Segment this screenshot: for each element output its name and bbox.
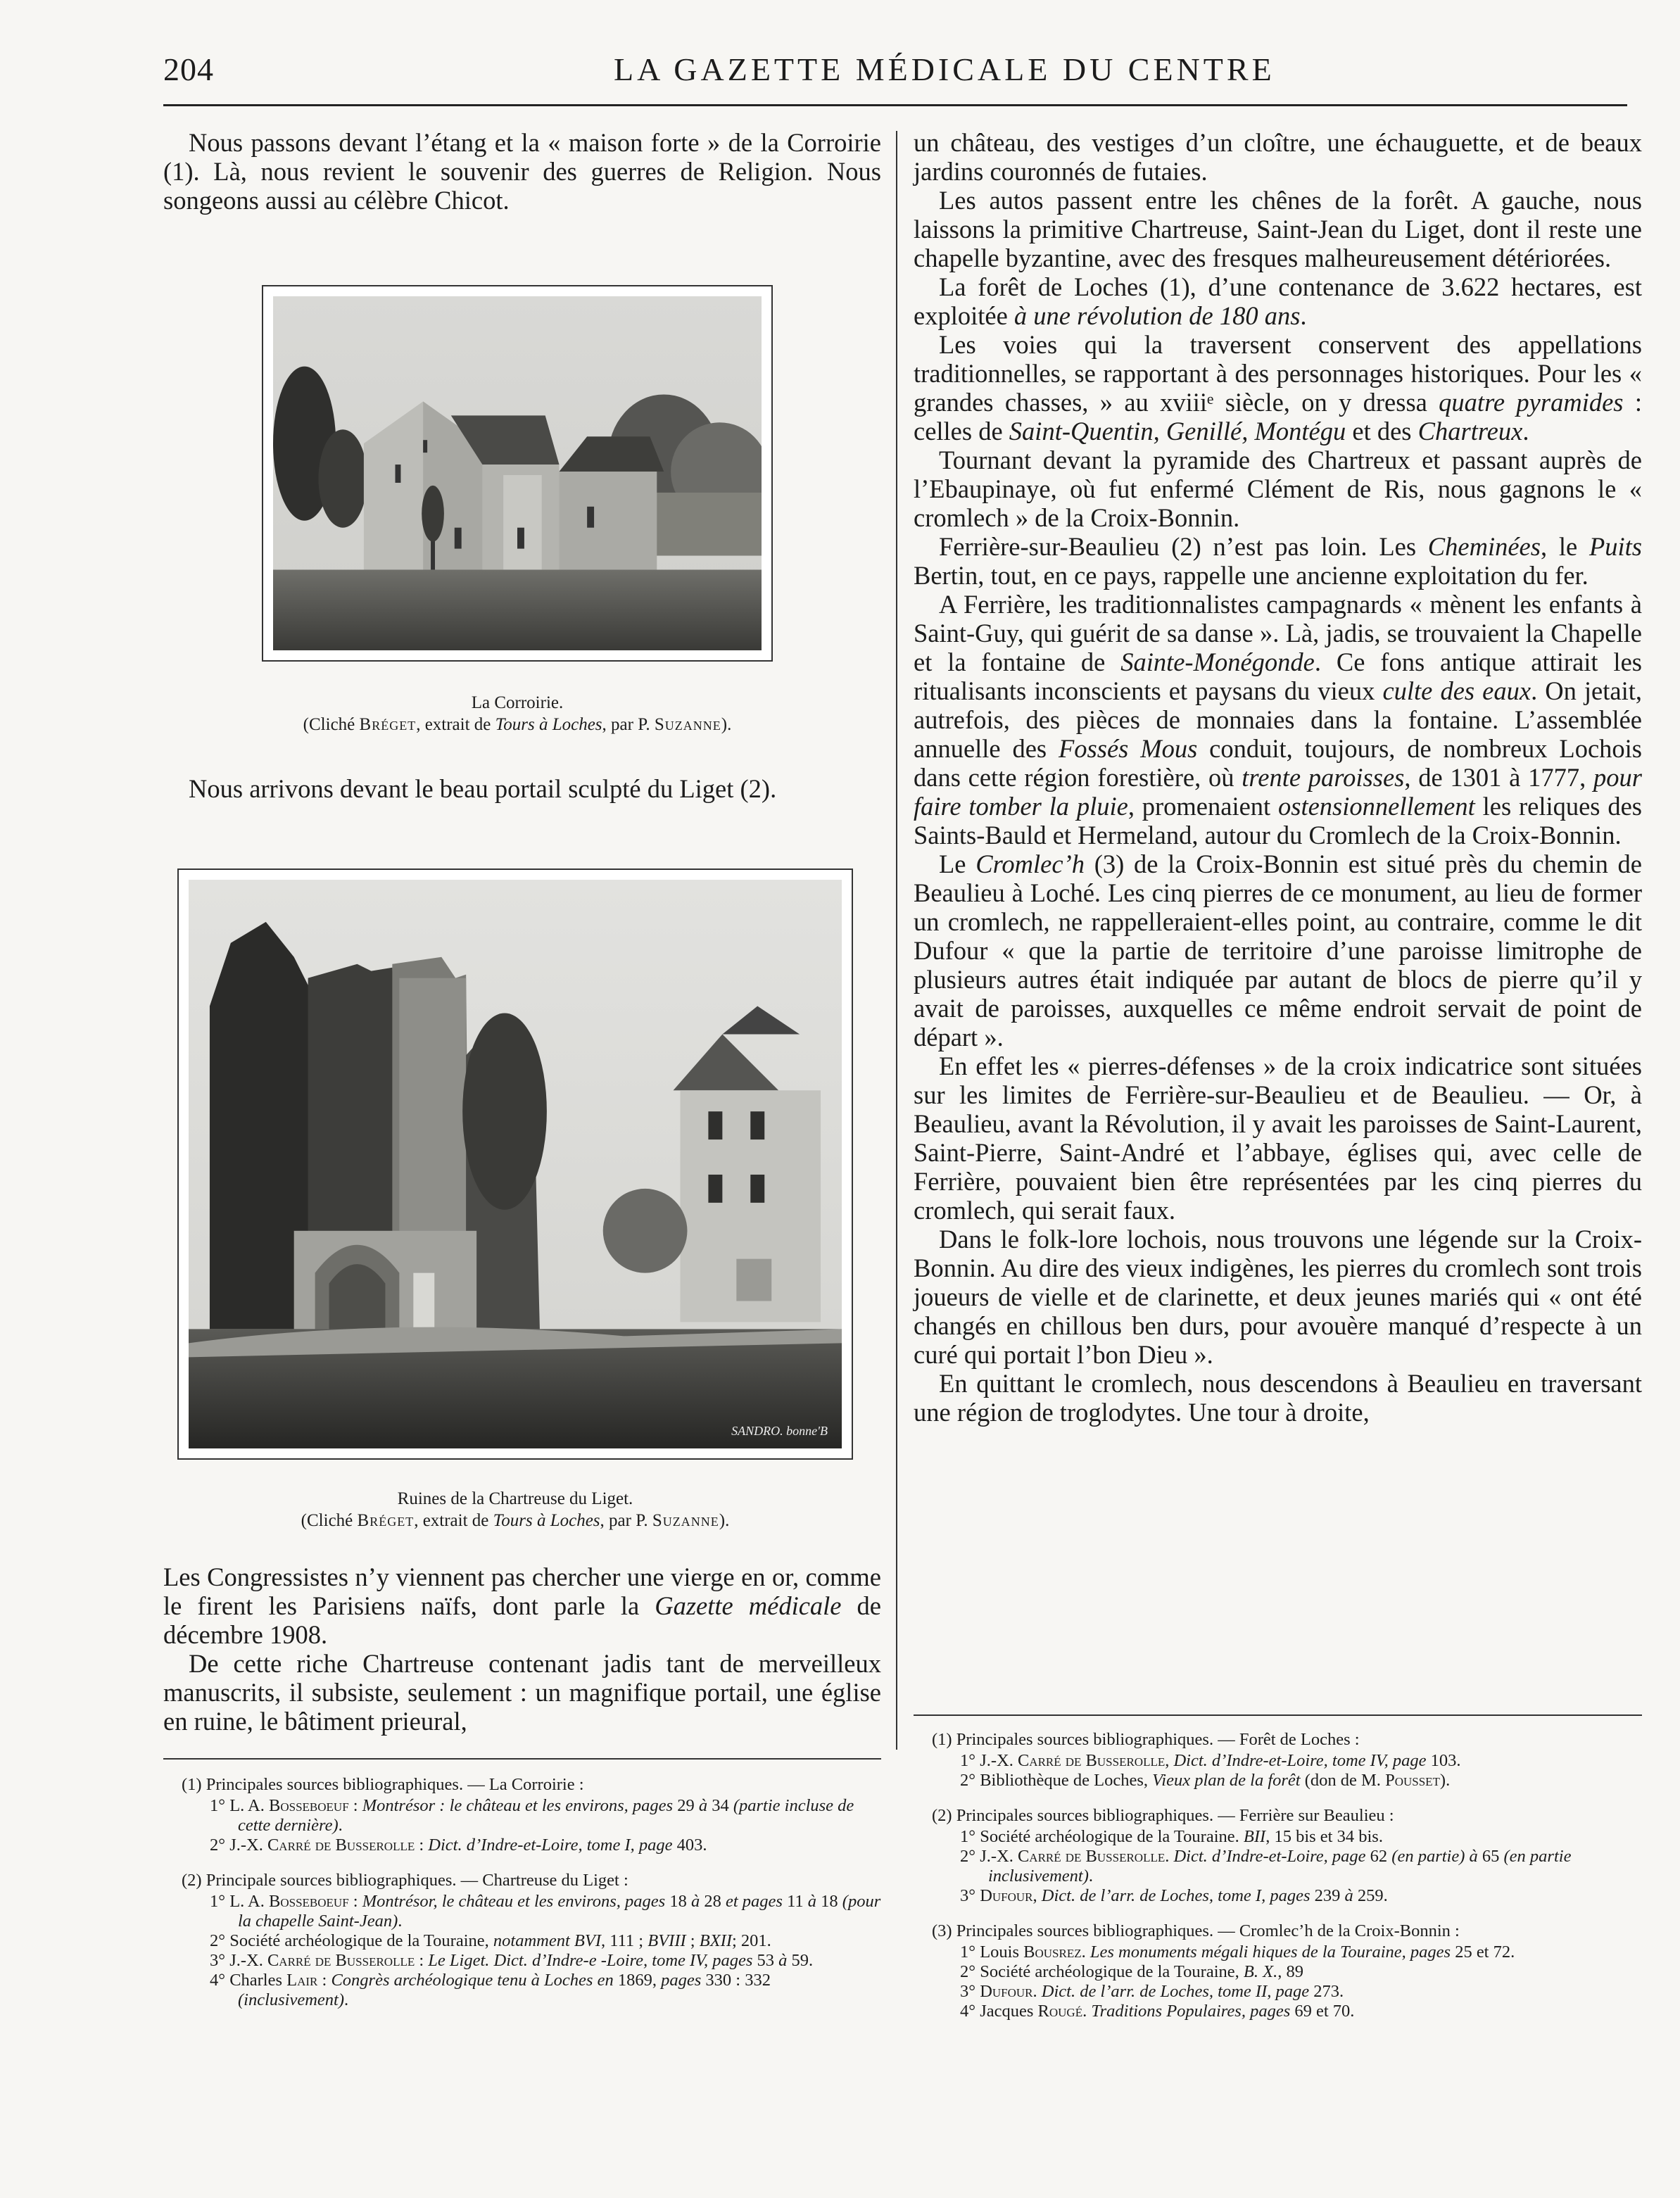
right-column (914, 128, 1642, 1427)
caption-text: ). (721, 715, 732, 734)
right-paragraph-8 (914, 849, 1642, 1051)
body-italic: Fossés Mous (1059, 734, 1198, 763)
footnote-text: 65 (1477, 1847, 1504, 1866)
footnote-heading: (2) Principales sources bibliographiques. — Ferrière sur Beaulieu : (932, 1806, 1394, 1825)
body-text: Ferrière-sur-Beaulieu (2) n’est pas loin. Les (939, 532, 1428, 561)
footnote-text: , 15 bis et 34 bis. (1265, 1827, 1383, 1846)
footnote-number: 3° (210, 1951, 226, 1970)
footnote-text: 403. (672, 1836, 707, 1855)
caption-text: ). (719, 1511, 730, 1530)
footnote-text: . (1081, 1943, 1090, 1962)
footnote-italic: Traditions Populaires, pages (1091, 2002, 1291, 2021)
photo-signature: SANDRO. bonne'B (731, 1424, 828, 1438)
footnote-italic: pages (661, 1971, 702, 1990)
footnote-text: J.-X. (225, 1951, 267, 1970)
figure-liget-caption (177, 1488, 853, 1531)
footnote-item (210, 1971, 881, 2010)
footnote-gap (163, 1855, 881, 1871)
footnote-text: : (415, 1836, 429, 1855)
caption-title: Ruines de la Chartreuse du Liget. (397, 1489, 633, 1508)
footnote-number: 2° (960, 1847, 976, 1866)
footnote-item (960, 1751, 1642, 1771)
right-paragraph-2: Les autos passent entre les chênes de la forêt. A gauche, nous laissons la primitive Chartreuse, Saint-Jean du Liget, dont il reste une chapelle byzantine, avec des fresques malheureusement détériorées. (914, 186, 1642, 272)
caption-text: , extrait de (416, 715, 495, 734)
body-italic: Cheminées (1427, 532, 1541, 561)
figure-corroirie-caption (262, 692, 773, 735)
photo-liget-ruins (189, 880, 842, 1448)
footnote-text: , 89 (1277, 1962, 1303, 1981)
caption-photographer: Bréget (359, 715, 417, 734)
footnote-text: 18 (816, 1892, 842, 1911)
body-text: Les voies qui la traversent conservent des appellations traditionnelles, se rapportant à des personnages historiques. Pour les « grandes chasses, » au xviiiᵉ siècle, on y dressa (914, 330, 1642, 417)
footnote-author: Bousrez (1023, 1943, 1082, 1962)
footnote-number: 1° (210, 1892, 226, 1911)
footnote-italic: (en partie) (1391, 1847, 1465, 1866)
body-text: , promenaient (1128, 792, 1278, 821)
body-italic: pour faire tomber la pluie (914, 763, 1642, 821)
footnote-italic: Le Liget. Dict. d’Indre-e -Loire, tome IV, pages (428, 1951, 753, 1970)
body-text: Le (939, 849, 976, 878)
footnote-text: J.-X. (225, 1836, 267, 1855)
footnote-author: Carré de Busserolle (1017, 1751, 1166, 1770)
footnote-gap (914, 1906, 1642, 1921)
body-text: . Ce fons antique attirait les ritualisants inconscients et paysans du vieux (914, 648, 1642, 705)
footnote-text: . (1088, 1867, 1093, 1886)
footnote-text: 1869, (613, 1971, 662, 1990)
left-column-continued (163, 1562, 881, 1736)
footnote-text: 59. (787, 1951, 814, 1970)
footnote-item (960, 1847, 1642, 1886)
body-italic: Saint-Quentin, Genillé, Montégu (1009, 417, 1346, 446)
body-text: et des (1346, 417, 1418, 446)
footnote-text: . (338, 1816, 343, 1835)
body-text: . (1300, 301, 1307, 330)
footnote-italic: à (778, 1951, 788, 1970)
footnote-number: 2° (210, 1931, 226, 1950)
footnote-item (960, 1827, 1642, 1847)
footnote-item (210, 1836, 881, 1855)
footnote-text: : (415, 1951, 429, 1970)
footnote-number: 3° (960, 1982, 976, 2001)
right-paragraph-3 (914, 272, 1642, 330)
footnote-item (960, 1962, 1642, 1982)
footnote-text: 29 (673, 1796, 699, 1815)
body-italic: Gazette médicale (655, 1591, 842, 1620)
footnote-italic: Dict. de l’arr. de Loches, tome II, page (1041, 1982, 1310, 2001)
footnote-number: 3° (960, 1886, 976, 1905)
footnote-gap (914, 1790, 1642, 1806)
footnote-text: 28 (700, 1892, 726, 1911)
footnote-text: , (1165, 1751, 1174, 1770)
footnote-rule-left (163, 1758, 881, 1760)
chartreuse-paragraph: De cette riche Chartreuse contenant jadis tant de merveilleux manuscrits, il subsiste, seulement : un magnifique portail, une église en ruine, le bâtiment prieural, (163, 1649, 881, 1736)
right-paragraph-7 (914, 590, 1642, 849)
footnote-text: . (1082, 2002, 1092, 2021)
journal-title: LA GAZETTE MÉDICALE DU CENTRE (614, 51, 1275, 87)
caption-credit (262, 714, 773, 735)
footnote-author: Carré de Busserolle (267, 1951, 415, 1970)
caption-text: (Cliché (303, 715, 360, 734)
caption-book-title: Tours à Loches (495, 715, 602, 734)
footnote-heading: (1) Principales sources bibliographiques. — Forêt de Loches : (932, 1730, 1360, 1749)
right-paragraph-5: Tournant devant la pyramide des Chartreux et passant auprès de l’Ebaupinaye, où fut enfermé Clément de Ris, nous gagnons le « cromlech » de la Croix-Bonnin. (914, 446, 1642, 532)
footnote-text: Jacques (975, 2002, 1038, 2021)
footnote-heading: (2) Principale sources bibliographiques. — Chartreuse du Liget : (182, 1871, 629, 1890)
caption-author: Suzanne (654, 715, 721, 734)
footnote-heading: (1) Principales sources bibliographiques. — La Corroirie : (182, 1775, 584, 1794)
footnotes-right (914, 1730, 1642, 2021)
body-text: , de 1301 à 1777, (1404, 763, 1594, 792)
footnote-italic: à (1344, 1886, 1353, 1905)
footnote-text: : (317, 1971, 331, 1990)
body-text: La forêt de Loches (1), d’une contenance de 3.622 hectares, est exploitée (914, 272, 1642, 330)
footnote-text: Société archéologique de la Touraine, (225, 1931, 493, 1950)
footnote-text: 34 (707, 1796, 733, 1815)
footnote-text: ; (686, 1931, 700, 1950)
footnote-text: . (1032, 1982, 1042, 2001)
footnote-italic: (inclusivement) (238, 1990, 345, 2009)
figure-corroirie (262, 285, 773, 662)
caption-book-title: Tours à Loches (493, 1511, 600, 1530)
footnote-text: (don de M. (1300, 1771, 1386, 1790)
footnote-item (960, 1982, 1642, 2002)
footnote-author: Carré de Busserolle (1017, 1847, 1166, 1866)
column-divider (896, 131, 897, 1750)
footnote-italic: (partie incluse de cette dernière) (238, 1796, 854, 1835)
footnote-text: , (1032, 1886, 1042, 1905)
body-italic: Puits (1589, 532, 1642, 561)
body-italic: quatre pyramides (1439, 388, 1624, 417)
footnote-number: 1° (960, 1751, 976, 1770)
footnote-italic: Congrès archéologique tenu à Loches en (331, 1971, 614, 1990)
body-italic: Cromlec’h (975, 849, 1085, 878)
body-italic: à une révolution de 180 ans (1013, 301, 1301, 330)
body-text: . On jetait, autrefois, des pièces de monnaies dans la fontaine. L’assemblée annuelle des (914, 676, 1643, 763)
footnote-heading: (3) Principales sources bibliographiques. — Cromlec’h de la Croix-Bonnin : (932, 1921, 1460, 1940)
page-header (163, 51, 1627, 100)
congressistes-paragraph (163, 1562, 881, 1649)
footnote-number: 1° (960, 1943, 976, 1962)
body-text: , le (1540, 532, 1589, 561)
page-number: 204 (163, 51, 214, 87)
footnote-text: 53 (752, 1951, 779, 1970)
footnote-rule-right (914, 1714, 1642, 1716)
right-paragraph-1: un château, des vestiges d’un cloître, une échauguette, et de beaux jardins couronnés de futaies. (914, 128, 1642, 186)
footnote-text: L. A. (225, 1892, 269, 1911)
body-text: . (1522, 417, 1529, 446)
footnote-italic: à (807, 1892, 817, 1911)
footnote-italic: BXII (699, 1931, 732, 1950)
footnote-italic: Vieux plan de la forêt (1152, 1771, 1301, 1790)
footnote-author: Bosseboeuf (269, 1892, 349, 1911)
body-italic: trente paroisses (1242, 763, 1405, 792)
footnote-text: J.-X. (975, 1847, 1018, 1866)
footnote-italic: BVIII (648, 1931, 686, 1950)
footnote-text: Charles (225, 1971, 287, 1990)
footnote-author: Dufour (980, 1982, 1033, 2001)
footnote-italic: (en partie inclusivement) (988, 1847, 1572, 1886)
footnote-text: 62 (1365, 1847, 1392, 1866)
footnote-author: Bosseboeuf (269, 1796, 349, 1815)
caption-photographer: Bréget (357, 1511, 415, 1530)
body-italic: Chartreux (1417, 417, 1523, 446)
footnote-italic: Les monuments mégali hiques de la Touraine, pages (1090, 1943, 1451, 1962)
footnote-text: , 111 ; (601, 1931, 648, 1950)
footnote-text: 103. (1426, 1751, 1461, 1770)
right-paragraph-4 (914, 330, 1642, 446)
footnote-author: Lair (286, 1971, 318, 1990)
footnote-text: 11 (782, 1892, 808, 1911)
footnote-italic: (pour la chapelle Saint-Jean) (238, 1892, 881, 1931)
footnote-text: ). (1439, 1771, 1451, 1790)
body-text: conduit, toujours, de nombreux Lochois dans cette région forestière, où (914, 734, 1642, 792)
footnote-text: 239 (1310, 1886, 1345, 1905)
footnote-text: . (398, 1912, 403, 1931)
footnote-text: . (1165, 1847, 1174, 1866)
footnote-author: Carré de Busserolle (267, 1836, 415, 1855)
footnote-item (960, 2002, 1642, 2021)
footnote-text: : (348, 1892, 362, 1911)
footnote-item (960, 1943, 1642, 1962)
footnote-italic: Dict. de l’arr. de Loches, tome I, pages (1041, 1886, 1310, 1905)
body-text: Bertin, tout, en ce pays, rappelle une ancienne exploitation du fer. (914, 561, 1589, 590)
caption-title: La Corroirie. (471, 693, 564, 712)
footnote-item (960, 1886, 1642, 1906)
footnote-italic: Dict. d’Indre-et-Loire, tome IV, page (1173, 1751, 1427, 1770)
footnote-item (960, 1771, 1642, 1790)
body-text: A Ferrière, les traditionnalistes campagnards « mènent les enfants à Saint-Guy, qui guérit de sa danse ». Là, jadis, se trouvaient la Chapelle et la fontaine de (914, 590, 1642, 676)
footnote-item (210, 1796, 881, 1836)
footnote-text: J.-X. (975, 1751, 1018, 1770)
body-text: les reliques des Saints-Bauld et Hermeland, autour du Cromlech de la Croix-Bonnin. (914, 792, 1642, 849)
right-paragraph-10: Dans le folk-lore lochois, nous trouvons une légende sur la Croix-Bonnin. Au dire des vieux indigènes, les pierres du cromlech sont trois joueurs de vielle et de clarinette, et deux jeunes mariés qui « ont été changés en chillous ben durs, pour avouère manqué d’respecte à un curé qui portait l’bon Dieu ». (914, 1225, 1642, 1369)
footnote-number: 2° (210, 1836, 226, 1855)
footnote-text: : (348, 1796, 362, 1815)
footnote-text: Société archéologique de la Touraine. (975, 1827, 1244, 1846)
right-paragraph-11: En quittant le cromlech, nous descendons à Beaulieu en traversant une région de troglodytes. Une tour à droite, (914, 1369, 1642, 1427)
footnote-text: 259. (1353, 1886, 1388, 1905)
footnote-text: Louis (975, 1943, 1024, 1962)
footnote-text: ; 201. (731, 1931, 771, 1950)
body-italic: ostensionnellement (1278, 792, 1475, 821)
footnote-italic: à (690, 1892, 700, 1911)
footnotes-left (163, 1775, 881, 2010)
right-paragraph-9: En effet les « pierres-défenses » de la croix indicatrice sont situées sur les limites de Ferrière-sur-Beaulieu et de Beaulieu. — Or, à Beaulieu, avant la Révolution, il y avait les paroisses de Saint-Laurent, Saint-Pierre, Saint-André et l’abbaye, églises qui, avec celle de Ferrière, pouvaient bien être représentées par les cinq pierres du cromlech, qui serait faux. (914, 1051, 1642, 1225)
body-italic: culte des eaux (1382, 676, 1531, 705)
caption-credit (177, 1510, 853, 1531)
footnote-number: 2° (960, 1771, 976, 1790)
footnote-author: Pousset (1385, 1771, 1440, 1790)
caption-text: (Cliché (301, 1511, 358, 1530)
footnote-italic: B. X. (1243, 1962, 1278, 1981)
right-paragraph-6 (914, 532, 1642, 590)
footnote-author: Rougé (1037, 2002, 1083, 2021)
body-text: de décembre 1908. (163, 1591, 881, 1649)
footnote-text: 18 (665, 1892, 691, 1911)
intro-paragraph: Nous passons devant l’étang et la « maison forte » de la Corroirie (1). Là, nous revient le souvenir des guerres de Religion. Nous songeons aussi au célèbre Chicot. (163, 128, 881, 215)
footnote-italic: Montrésor : le château et les environs, pages (362, 1796, 674, 1815)
footnote-text: L. A. (225, 1796, 269, 1815)
footnote-italic: BII (1243, 1827, 1266, 1846)
footnote-text: Bibliothèque de Loches, (975, 1771, 1153, 1790)
caption-text: , extrait de (414, 1511, 493, 1530)
left-column (163, 128, 881, 215)
footnote-text: 273. (1309, 1982, 1344, 2001)
figure-liget-ruins (177, 869, 853, 1460)
footnote-text: Société archéologique de la Touraine, (975, 1962, 1244, 1981)
footnote-author: Dufour (980, 1886, 1033, 1905)
footnote-italic: notamment BVI (493, 1931, 601, 1950)
body-text: (3) de la Croix-Bonnin est situé près du chemin de Beaulieu à Loché. Les cinq pierres de ce monument, au lieu de former un cromlech, ne rappelleraient-elles point, au contraire, comme le dit Dufour « que la partie de territoire d’une paroisse limitrophe de plusieurs autres était indiquée par autant de blocs de pierre qu’il y avait de paroisses, auxquelles ce même endroit servait de point de départ ». (914, 849, 1642, 1051)
header-rule (163, 104, 1627, 106)
footnote-italic: et pages (725, 1892, 783, 1911)
footnote-number: 1° (960, 1827, 976, 1846)
footnote-italic: Montrésor, le château et les environs, pages (362, 1892, 666, 1911)
footnote-number: 1° (210, 1796, 226, 1815)
footnote-text: 330 : 332 (701, 1971, 771, 1990)
footnote-text: 69 et 70. (1290, 2002, 1355, 2021)
footnote-number: 2° (960, 1962, 976, 1981)
footnote-item (210, 1951, 881, 1971)
photo-corroirie (273, 296, 762, 650)
footnote-italic: à (1469, 1847, 1478, 1866)
caption-author: Suzanne (652, 1511, 719, 1530)
caption-text: , par P. (600, 1511, 652, 1530)
liget-portal-paragraph: Nous arrivons devant le beau portail sculpté du Liget (2). (189, 774, 777, 803)
footnote-text: . (344, 1990, 349, 2009)
footnote-number: 4° (210, 1971, 226, 1990)
footnote-item (210, 1892, 881, 1931)
footnote-item (210, 1931, 881, 1951)
footnote-text: 25 et 72. (1451, 1943, 1515, 1962)
footnote-italic: Dict. d’Indre-et-Loire, tome I, page (428, 1836, 673, 1855)
footnote-number: 4° (960, 2002, 976, 2021)
footnote-italic: Dict. d’Indre-et-Loire, page (1173, 1847, 1366, 1866)
footnote-italic: à (698, 1796, 708, 1815)
body-text: Les Congressistes n’y viennent pas chercher une vierge en or, comme le firent les Parisiens naïfs, dont parle la (163, 1562, 881, 1620)
caption-text: , par P. (602, 715, 655, 734)
body-italic: Sainte-Monégonde (1120, 648, 1315, 676)
body-text: : celles de (914, 388, 1642, 446)
